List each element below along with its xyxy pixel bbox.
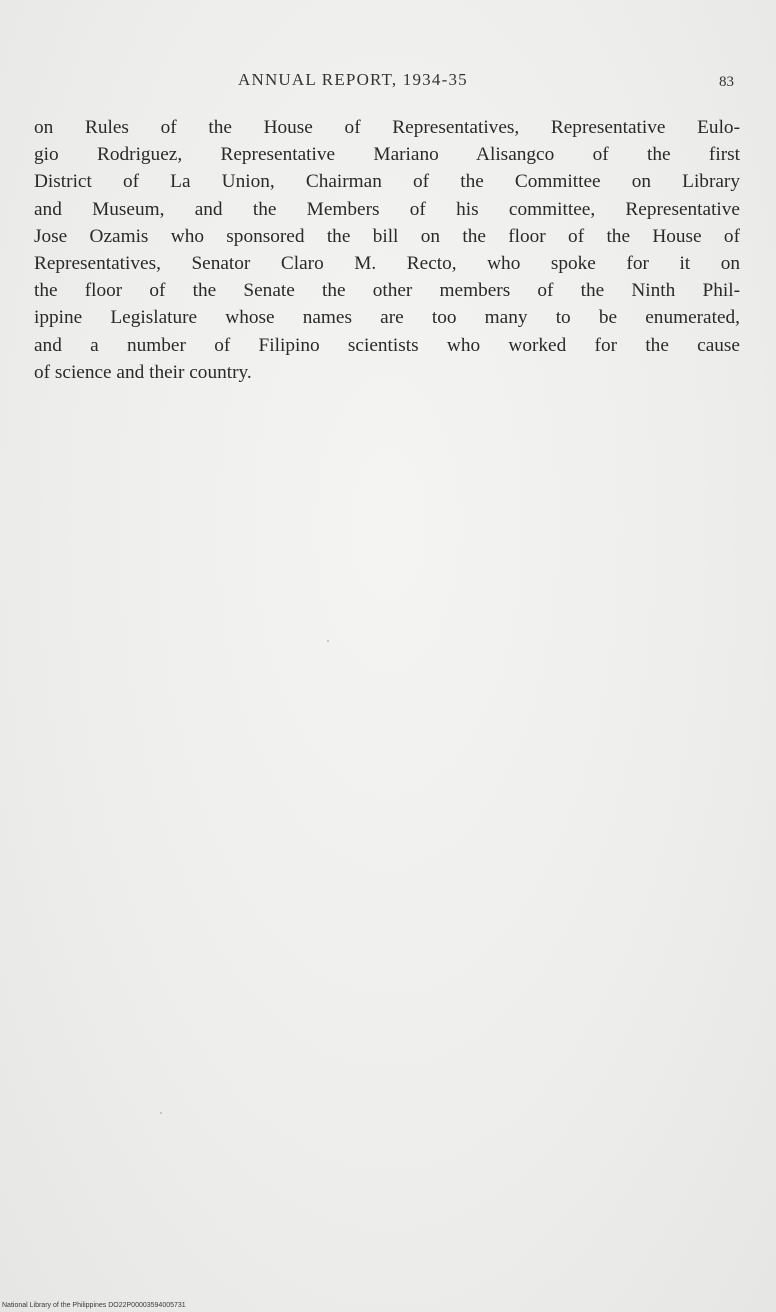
text-line: of science and their country. xyxy=(34,361,252,383)
text-line: Representatives, Senator Claro M. Recto, who spoke for it on xyxy=(34,252,740,274)
paper-speck xyxy=(327,640,329,642)
body-paragraph xyxy=(34,114,740,386)
page-number: 83 xyxy=(719,74,734,90)
text-line: the floor of the Senate the other members of the Ninth Phil- xyxy=(34,280,740,302)
running-head-title: ANNUAL REPORT, 1934-35 xyxy=(238,70,468,89)
paper-speck xyxy=(160,1112,162,1114)
text-line: on Rules of the House of Representatives, Representative Eulo- xyxy=(34,117,740,138)
text-line: and Museum, and the Members of his committee, Representative xyxy=(34,198,740,220)
scan-credit: National Library of the Philippines DO22P00003594005731 xyxy=(2,1302,186,1309)
running-head xyxy=(0,70,776,94)
text-line: District of La Union, Chairman of the Committee on Library xyxy=(34,171,740,193)
text-line: Jose Ozamis who sponsored the bill on the floor of the House of xyxy=(34,225,740,247)
text-line: and a number of Filipino scientists who worked for the cause xyxy=(34,334,740,356)
text-line: gio Rodriguez, Representative Mariano Alisangco of the first xyxy=(34,144,740,166)
text-line: ippine Legislature whose names are too many to be enumerated, xyxy=(34,307,740,329)
